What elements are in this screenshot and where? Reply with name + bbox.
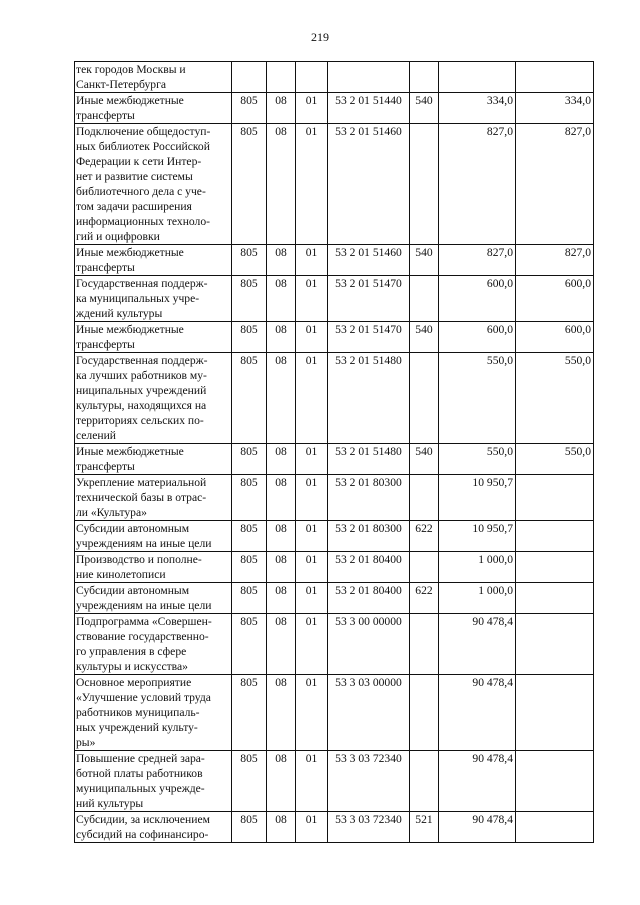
cell-section-code: 08 [267, 276, 296, 322]
cell-amount-2 [516, 583, 594, 614]
cell-ministry-code: 805 [232, 245, 267, 276]
cell-amount-2 [516, 812, 594, 843]
cell-expense-type [410, 675, 439, 751]
cell-name: Производство и пополне- ние кинолетописи [75, 552, 232, 583]
cell-subsection-code: 01 [296, 93, 328, 124]
budget-table [74, 61, 594, 843]
cell-expense-type [410, 353, 439, 444]
cell-section-code: 08 [267, 322, 296, 353]
cell-amount-2: 600,0 [516, 276, 594, 322]
cell-amount-2 [516, 675, 594, 751]
cell-amount-1: 334,0 [439, 93, 516, 124]
table-row [75, 614, 594, 675]
cell-name: Иные межбюджетные трансферты [75, 93, 232, 124]
table-row [75, 322, 594, 353]
table-row [75, 812, 594, 843]
cell-amount-1: 10 950,7 [439, 475, 516, 521]
cell-subsection-code: 01 [296, 751, 328, 812]
cell-amount-1 [439, 62, 516, 93]
cell-amount-1: 90 478,4 [439, 675, 516, 751]
cell-ministry-code: 805 [232, 583, 267, 614]
cell-ministry-code: 805 [232, 614, 267, 675]
cell-section-code: 08 [267, 353, 296, 444]
cell-expense-type: 540 [410, 93, 439, 124]
table-row [75, 124, 594, 245]
cell-name: Государственная поддерж- ка муниципальных учре- ждений культуры [75, 276, 232, 322]
cell-subsection-code [296, 62, 328, 93]
cell-section-code: 08 [267, 521, 296, 552]
cell-subsection-code: 01 [296, 521, 328, 552]
cell-ministry-code: 805 [232, 444, 267, 475]
cell-expense-type: 622 [410, 521, 439, 552]
cell-target-article: 53 3 00 00000 [328, 614, 410, 675]
cell-ministry-code: 805 [232, 475, 267, 521]
cell-amount-1: 10 950,7 [439, 521, 516, 552]
cell-expense-type: 521 [410, 812, 439, 843]
table-row [75, 583, 594, 614]
cell-ministry-code: 805 [232, 353, 267, 444]
cell-target-article: 53 3 03 00000 [328, 675, 410, 751]
table-row [75, 552, 594, 583]
cell-amount-2 [516, 751, 594, 812]
cell-target-article: 53 2 01 51480 [328, 353, 410, 444]
cell-target-article: 53 2 01 51470 [328, 322, 410, 353]
cell-name: Подпрограмма «Совершен- ствование государственно- го управления в сфере культуры и искусства» [75, 614, 232, 675]
page-number: 219 [311, 30, 329, 44]
cell-subsection-code: 01 [296, 322, 328, 353]
cell-section-code: 08 [267, 751, 296, 812]
cell-target-article: 53 2 01 51480 [328, 444, 410, 475]
budget-table-body [75, 62, 594, 843]
table-row [75, 245, 594, 276]
cell-amount-2: 827,0 [516, 245, 594, 276]
cell-expense-type [410, 276, 439, 322]
cell-amount-2 [516, 614, 594, 675]
cell-section-code: 08 [267, 475, 296, 521]
table-row [75, 62, 594, 93]
cell-target-article: 53 2 01 51460 [328, 245, 410, 276]
cell-expense-type [410, 614, 439, 675]
cell-target-article: 53 3 03 72340 [328, 751, 410, 812]
cell-amount-1: 827,0 [439, 124, 516, 245]
cell-ministry-code [232, 62, 267, 93]
cell-ministry-code: 805 [232, 521, 267, 552]
cell-amount-1: 1 000,0 [439, 552, 516, 583]
cell-name: Субсидии автономным учреждениям на иные цели [75, 583, 232, 614]
cell-expense-type: 622 [410, 583, 439, 614]
cell-amount-2 [516, 475, 594, 521]
cell-ministry-code: 805 [232, 276, 267, 322]
cell-target-article: 53 2 01 51470 [328, 276, 410, 322]
table-row [75, 276, 594, 322]
cell-subsection-code: 01 [296, 245, 328, 276]
cell-expense-type: 540 [410, 245, 439, 276]
cell-subsection-code: 01 [296, 276, 328, 322]
cell-section-code: 08 [267, 444, 296, 475]
cell-section-code: 08 [267, 675, 296, 751]
cell-target-article: 53 2 01 80300 [328, 475, 410, 521]
cell-amount-2 [516, 62, 594, 93]
cell-target-article: 53 2 01 80300 [328, 521, 410, 552]
cell-target-article: 53 2 01 51460 [328, 124, 410, 245]
cell-expense-type [410, 124, 439, 245]
cell-name: Государственная поддерж- ка лучших работников му- ниципальных учреждений культуры, находящихся на территориях сельских по- селений [75, 353, 232, 444]
cell-amount-2: 334,0 [516, 93, 594, 124]
cell-target-article: 53 2 01 80400 [328, 583, 410, 614]
cell-subsection-code: 01 [296, 614, 328, 675]
table-row [75, 353, 594, 444]
cell-section-code: 08 [267, 124, 296, 245]
cell-name: Повышение средней зара- ботной платы работников муниципальных учрежде- ний культуры [75, 751, 232, 812]
cell-amount-2: 827,0 [516, 124, 594, 245]
cell-target-article: 53 3 03 72340 [328, 812, 410, 843]
cell-name: тек городов Москвы и Санкт-Петербурга [75, 62, 232, 93]
cell-amount-1: 550,0 [439, 444, 516, 475]
cell-name: Иные межбюджетные трансферты [75, 245, 232, 276]
cell-target-article [328, 62, 410, 93]
cell-ministry-code: 805 [232, 322, 267, 353]
cell-subsection-code: 01 [296, 353, 328, 444]
cell-subsection-code: 01 [296, 475, 328, 521]
table-row [75, 475, 594, 521]
cell-name: Иные межбюджетные трансферты [75, 322, 232, 353]
cell-ministry-code: 805 [232, 124, 267, 245]
cell-subsection-code: 01 [296, 552, 328, 583]
cell-ministry-code: 805 [232, 93, 267, 124]
cell-amount-1: 90 478,4 [439, 812, 516, 843]
cell-amount-1: 90 478,4 [439, 751, 516, 812]
table-row [75, 444, 594, 475]
cell-name: Иные межбюджетные трансферты [75, 444, 232, 475]
cell-subsection-code: 01 [296, 444, 328, 475]
table-row [75, 751, 594, 812]
cell-name: Укрепление материальной технической базы в отрас- ли «Культура» [75, 475, 232, 521]
cell-target-article: 53 2 01 80400 [328, 552, 410, 583]
cell-amount-2 [516, 552, 594, 583]
cell-expense-type [410, 62, 439, 93]
cell-name: Субсидии, за исключением субсидий на софинансиро- [75, 812, 232, 843]
cell-subsection-code: 01 [296, 812, 328, 843]
cell-name: Подключение общедоступ- ных библиотек Российской Федерации к сети Интер- нет и развитие системы библиотечного дела с уче- том задачи расширения информационных техноло- гий и оцифровки [75, 124, 232, 245]
table-row [75, 521, 594, 552]
cell-amount-1: 550,0 [439, 353, 516, 444]
cell-section-code: 08 [267, 614, 296, 675]
cell-amount-1: 90 478,4 [439, 614, 516, 675]
cell-ministry-code: 805 [232, 552, 267, 583]
cell-amount-1: 827,0 [439, 245, 516, 276]
cell-amount-2: 600,0 [516, 322, 594, 353]
cell-expense-type [410, 475, 439, 521]
cell-amount-2 [516, 521, 594, 552]
cell-amount-1: 600,0 [439, 276, 516, 322]
cell-section-code: 08 [267, 93, 296, 124]
cell-section-code: 08 [267, 552, 296, 583]
cell-section-code: 08 [267, 245, 296, 276]
cell-ministry-code: 805 [232, 812, 267, 843]
cell-subsection-code: 01 [296, 675, 328, 751]
cell-amount-2: 550,0 [516, 353, 594, 444]
cell-amount-1: 600,0 [439, 322, 516, 353]
cell-expense-type [410, 751, 439, 812]
cell-expense-type [410, 552, 439, 583]
cell-section-code: 08 [267, 583, 296, 614]
table-row [75, 675, 594, 751]
cell-ministry-code: 805 [232, 675, 267, 751]
table-row [75, 93, 594, 124]
cell-amount-1: 1 000,0 [439, 583, 516, 614]
cell-name: Основное мероприятие «Улучшение условий труда работников муниципаль- ных учреждений культу- ры» [75, 675, 232, 751]
cell-expense-type: 540 [410, 444, 439, 475]
cell-subsection-code: 01 [296, 124, 328, 245]
cell-expense-type: 540 [410, 322, 439, 353]
cell-section-code [267, 62, 296, 93]
cell-name: Субсидии автономным учреждениям на иные цели [75, 521, 232, 552]
cell-target-article: 53 2 01 51440 [328, 93, 410, 124]
cell-section-code: 08 [267, 812, 296, 843]
cell-subsection-code: 01 [296, 583, 328, 614]
cell-ministry-code: 805 [232, 751, 267, 812]
cell-amount-2: 550,0 [516, 444, 594, 475]
